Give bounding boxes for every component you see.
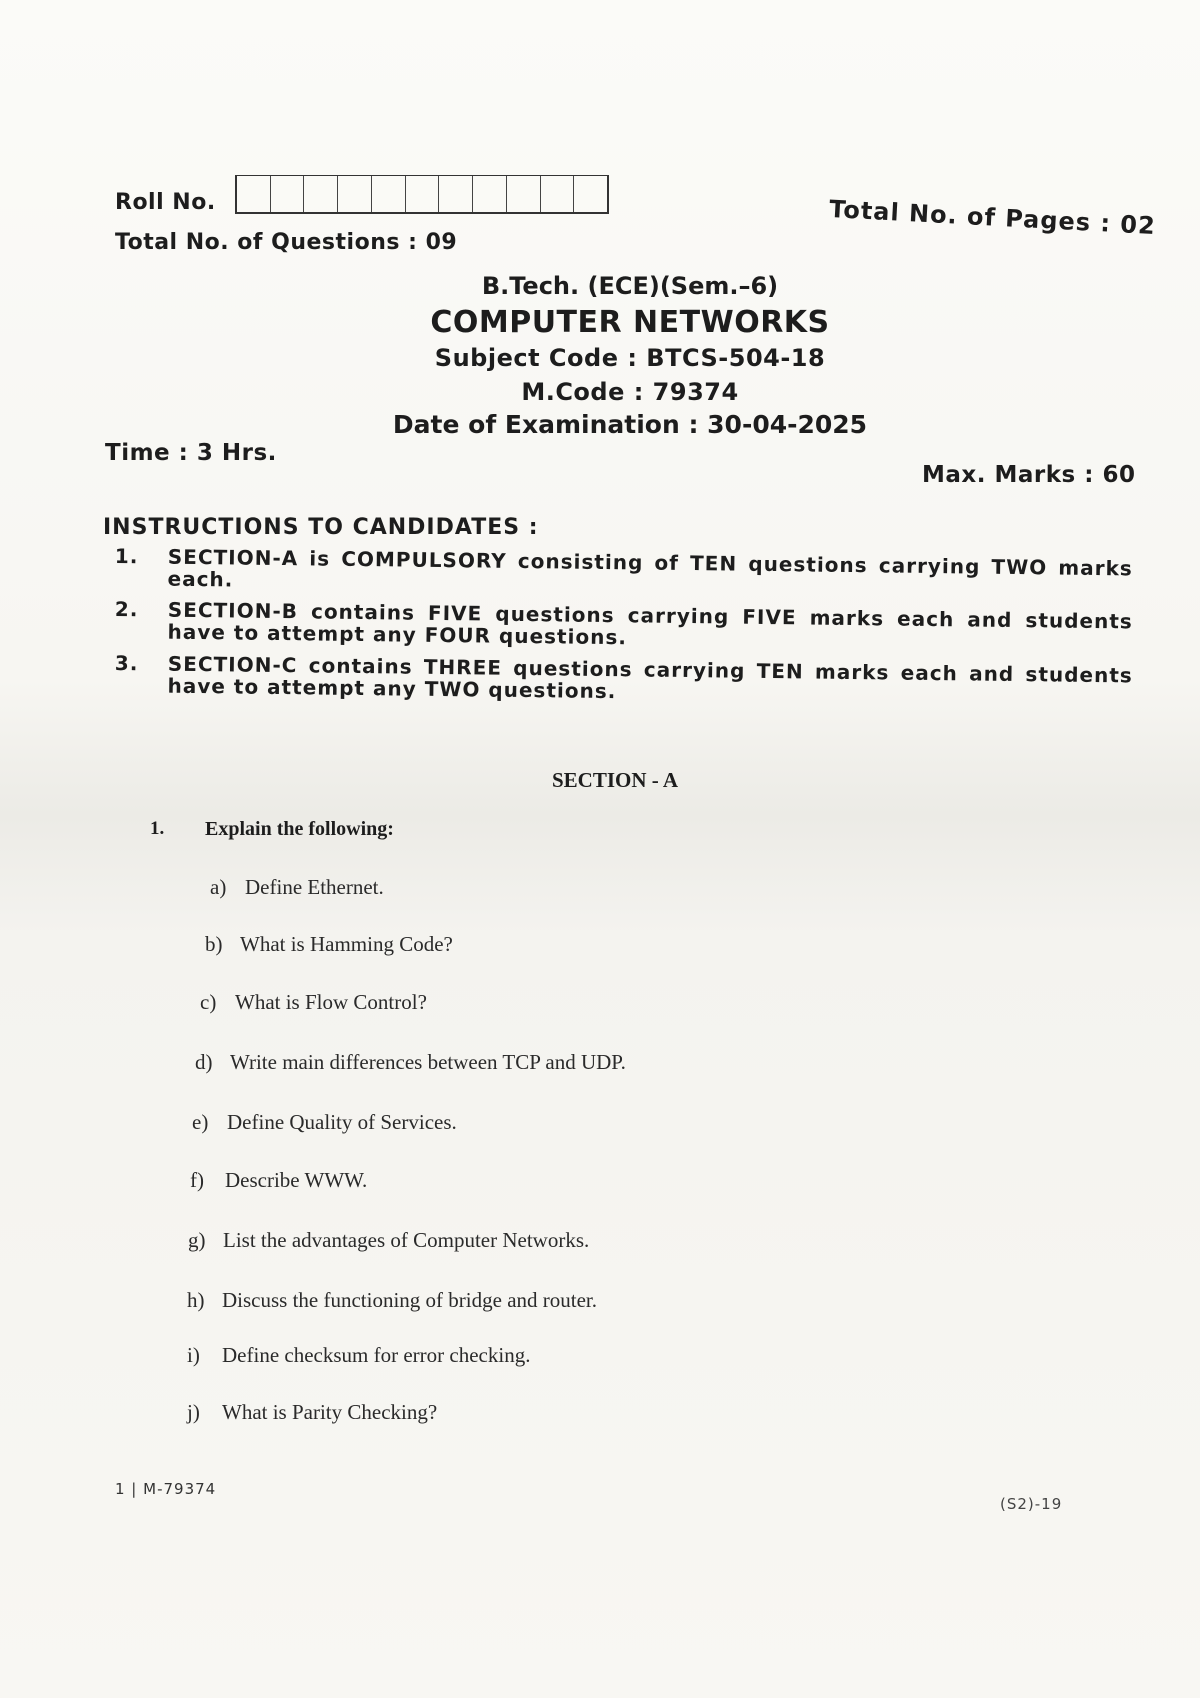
roll-no-box <box>473 176 507 212</box>
instruction-item <box>114 651 1135 704</box>
sub-question-text: What is Parity Checking? <box>222 1400 438 1424</box>
subject-title: COMPUTER NETWORKS <box>430 305 830 340</box>
sub-question <box>190 1168 367 1193</box>
sub-question-label: a) <box>210 875 227 899</box>
instruction-text: SECTION-B contains FIVE questions carrying FIVE marks each and students have to attempt any FOUR questions. <box>167 597 1133 650</box>
sub-question-text: Define Ethernet. <box>245 875 384 899</box>
roll-no-label: Roll No. <box>115 190 216 215</box>
instruction-item <box>114 544 1135 592</box>
sub-question <box>210 875 384 900</box>
sub-question-text: Define Quality of Services. <box>227 1110 457 1134</box>
roll-no-box <box>338 176 372 212</box>
section-a-title: SECTION - A <box>551 768 679 792</box>
total-questions: Total No. of Questions : 09 <box>115 230 458 255</box>
sub-question <box>188 1228 589 1253</box>
instruction-number: 2. <box>114 597 139 622</box>
sub-question-text: What is Hamming Code? <box>240 932 453 956</box>
instruction-number: 1. <box>114 544 139 569</box>
course-title: B.Tech. (ECE)(Sem.–6) <box>481 272 779 300</box>
instruction-text: SECTION-A is COMPULSORY consisting of TEN questions carrying TWO marks each. <box>167 544 1133 592</box>
roll-no-box <box>372 176 406 212</box>
sub-question-label: g) <box>188 1228 206 1252</box>
footer-page-code: 1 | M-79374 <box>115 1480 217 1498</box>
sub-question-label: j) <box>187 1400 200 1424</box>
sub-question-label: h) <box>187 1288 205 1312</box>
sub-question-text: Describe WWW. <box>225 1168 368 1192</box>
question-text: Explain the following: <box>205 818 394 840</box>
sub-question-label: b) <box>205 932 223 956</box>
sub-question <box>187 1400 437 1425</box>
sub-question <box>187 1288 597 1313</box>
roll-no-box <box>304 176 338 212</box>
exam-time: Time : 3 Hrs. <box>105 440 277 466</box>
roll-no-box <box>237 176 271 212</box>
roll-no-box <box>439 176 473 212</box>
instruction-text: SECTION-C contains THREE questions carrying TEN marks each and students have to attempt any TWO questions. <box>167 651 1133 704</box>
instruction-number: 3. <box>114 651 139 676</box>
roll-no-boxes <box>235 175 609 214</box>
sub-question-text: Discuss the functioning of bridge and router. <box>222 1288 598 1312</box>
sub-question-text: What is Flow Control? <box>235 990 427 1014</box>
m-code: M.Code : 79374 <box>521 378 739 406</box>
sub-question <box>205 932 453 957</box>
sub-question-label: f) <box>190 1168 204 1192</box>
footer-series: (S2)-19 <box>1000 1495 1063 1513</box>
sub-question <box>192 1110 457 1135</box>
instructions-heading: INSTRUCTIONS TO CANDIDATES : <box>103 515 539 540</box>
sub-question <box>195 1050 626 1075</box>
sub-question-label: i) <box>187 1343 200 1367</box>
instruction-item <box>114 597 1135 650</box>
sub-question-text: Define checksum for error checking. <box>222 1343 531 1367</box>
exam-date: Date of Examination : 30-04-2025 <box>392 410 868 439</box>
subject-code: Subject Code : BTCS-504-18 <box>434 344 826 372</box>
roll-no-box <box>541 176 575 212</box>
sub-question-text: Write main differences between TCP and UDP. <box>230 1050 626 1074</box>
roll-no-box <box>507 176 541 212</box>
sub-question <box>200 990 427 1015</box>
sub-question-label: c) <box>200 990 217 1014</box>
question-number: 1. <box>150 818 165 839</box>
sub-question-text: List the advantages of Computer Networks. <box>223 1228 590 1252</box>
total-pages: Total No. of Pages : 02 <box>828 195 1157 241</box>
max-marks: Max. Marks : 60 <box>922 462 1136 488</box>
roll-no-box <box>574 176 607 212</box>
sub-question <box>187 1343 530 1368</box>
sub-question-label: e) <box>192 1110 209 1134</box>
roll-no-box <box>406 176 440 212</box>
sub-question-label: d) <box>195 1050 213 1074</box>
roll-no-box <box>271 176 305 212</box>
